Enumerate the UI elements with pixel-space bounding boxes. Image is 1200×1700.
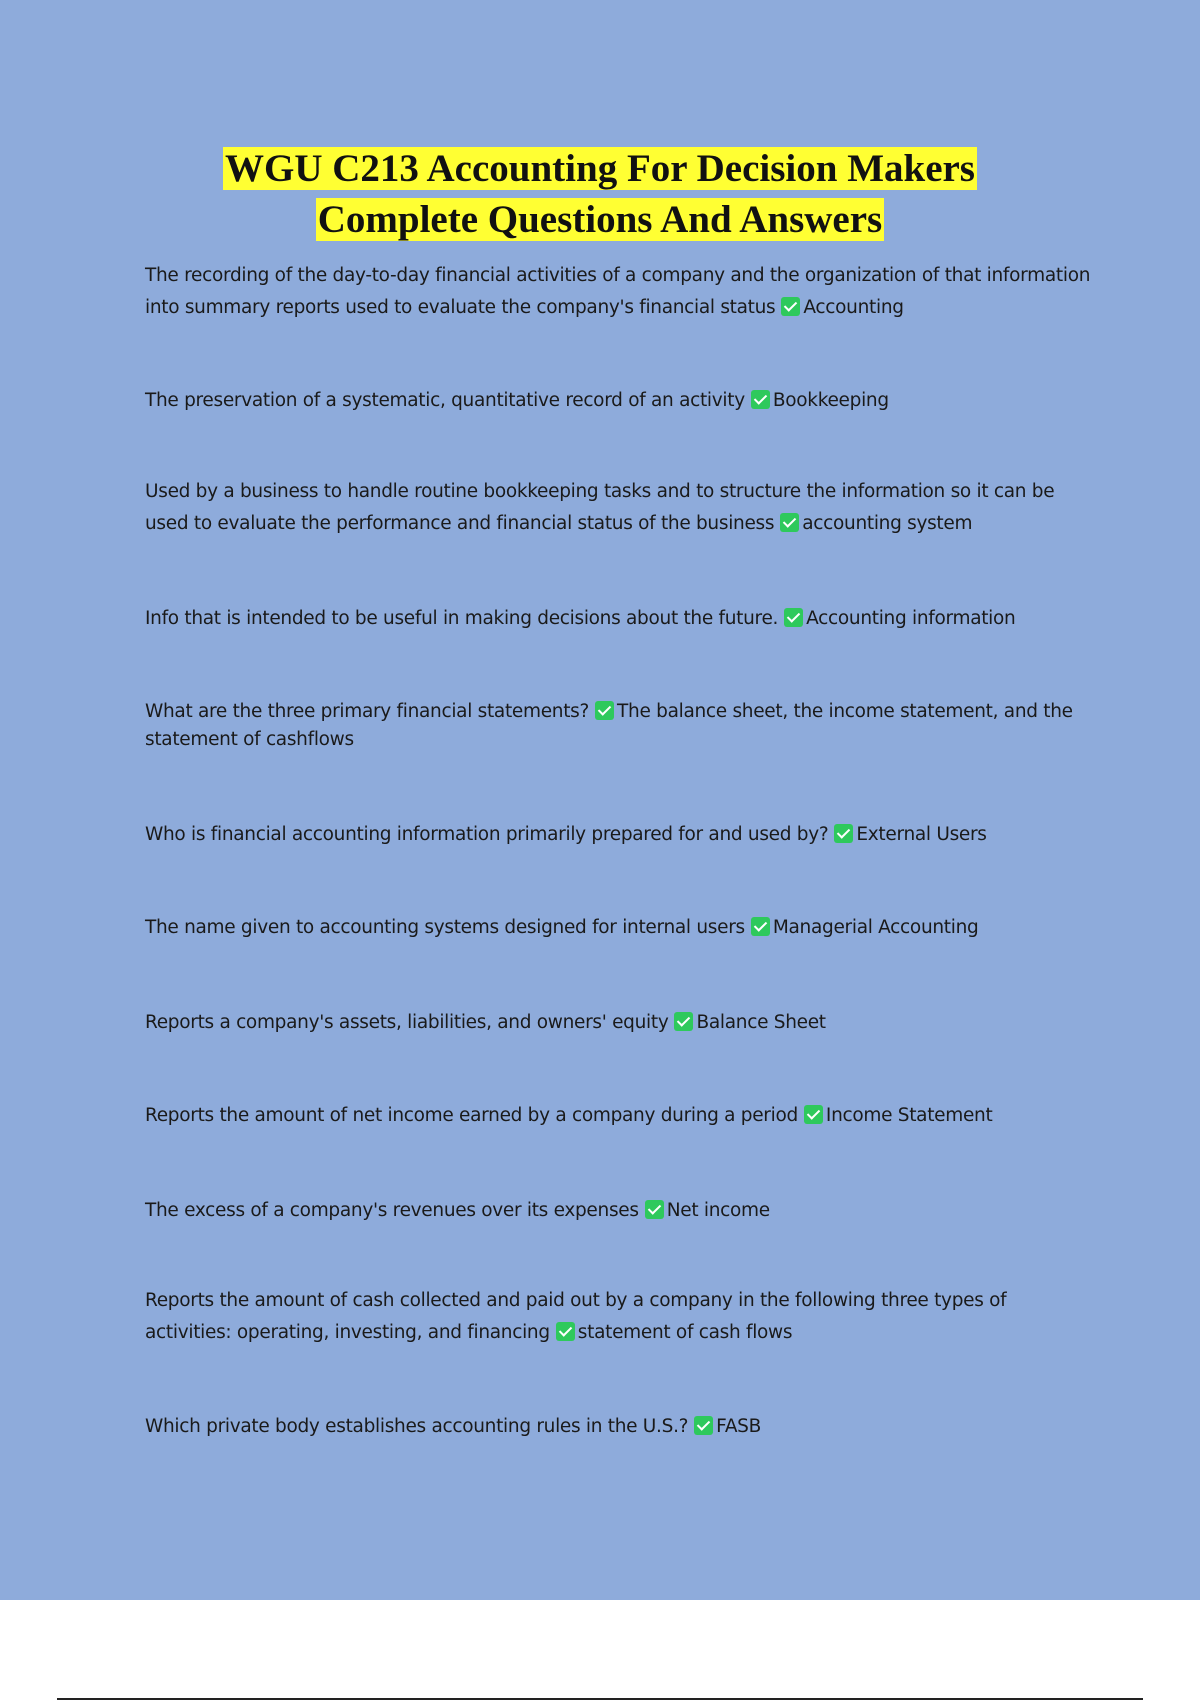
title-line-2: Complete Questions And Answers <box>317 198 883 241</box>
answer-text: The balance sheet, the income statement, and the statement of cashflows <box>145 701 1073 750</box>
qa-item-1 <box>145 260 1095 324</box>
qa-item-9 <box>145 1100 1095 1132</box>
qa-item-6 <box>145 819 1095 851</box>
qa-item-12 <box>145 1411 1095 1443</box>
question-text: The recording of the day-to-day financial activities of a company and the organization of that information into summary reports used to evaluate the company's financial status <box>145 265 1091 318</box>
question-text: Which private body establishes accounting rules in the U.S.? <box>145 1416 689 1437</box>
qa-item-4 <box>145 603 1095 635</box>
answer-text: Accounting information <box>806 608 1016 629</box>
answer-text: statement of cash flows <box>577 1322 793 1343</box>
qa-item-5 <box>145 698 1095 754</box>
check-mark-icon <box>784 608 803 627</box>
answer-text: External Users <box>856 824 987 845</box>
document-title <box>0 143 1200 245</box>
question-text: The name given to accounting systems designed for internal users <box>145 917 745 938</box>
question-text: The preservation of a systematic, quantitative record of an activity <box>145 390 745 411</box>
check-mark-icon <box>781 297 800 316</box>
check-mark-icon <box>834 824 853 843</box>
answer-text: Bookkeeping <box>772 390 889 411</box>
answer-text: accounting system <box>802 513 973 534</box>
question-text: Info that is intended to be useful in making decisions about the future. <box>145 608 779 629</box>
check-mark-icon <box>751 917 770 936</box>
question-text: What are the three primary financial statements? <box>145 701 590 722</box>
check-mark-icon <box>751 390 770 409</box>
check-mark-icon <box>780 513 799 532</box>
qa-item-2 <box>145 385 1095 417</box>
check-mark-icon <box>694 1416 713 1435</box>
check-mark-icon <box>645 1200 664 1219</box>
answer-text: Income Statement <box>825 1105 993 1126</box>
question-text: Reports the amount of net income earned by a company during a period <box>145 1105 798 1126</box>
check-mark-icon <box>556 1322 575 1341</box>
answer-text: Managerial Accounting <box>772 917 979 938</box>
answer-text: Balance Sheet <box>696 1012 826 1033</box>
qa-item-8 <box>145 1007 1095 1039</box>
question-text: Who is financial accounting information primarily prepared for and used by? <box>145 824 829 845</box>
check-mark-icon <box>595 701 614 720</box>
question-text: Reports a company's assets, liabilities, and owners' equity <box>145 1012 669 1033</box>
answer-text: FASB <box>716 1416 762 1437</box>
answer-text: Net income <box>666 1200 770 1221</box>
title-line-1: WGU C213 Accounting For Decision Makers <box>225 147 975 190</box>
check-mark-icon <box>674 1012 693 1031</box>
check-mark-icon <box>804 1105 823 1124</box>
question-text: Reports the amount of cash collected and paid out by a company in the following three types of activities: operating, investing, and financing <box>145 1290 1007 1343</box>
question-text: The excess of a company's revenues over its expenses <box>145 1200 639 1221</box>
qa-item-7 <box>145 912 1095 944</box>
qa-item-11 <box>145 1285 1095 1349</box>
question-text: Used by a business to handle routine bookkeeping tasks and to structure the information so it can be used to evaluate the performance and financial status of the business <box>145 481 1055 534</box>
qa-item-3 <box>145 476 1095 540</box>
qa-item-10 <box>145 1195 1095 1227</box>
answer-text: Accounting <box>803 297 904 318</box>
